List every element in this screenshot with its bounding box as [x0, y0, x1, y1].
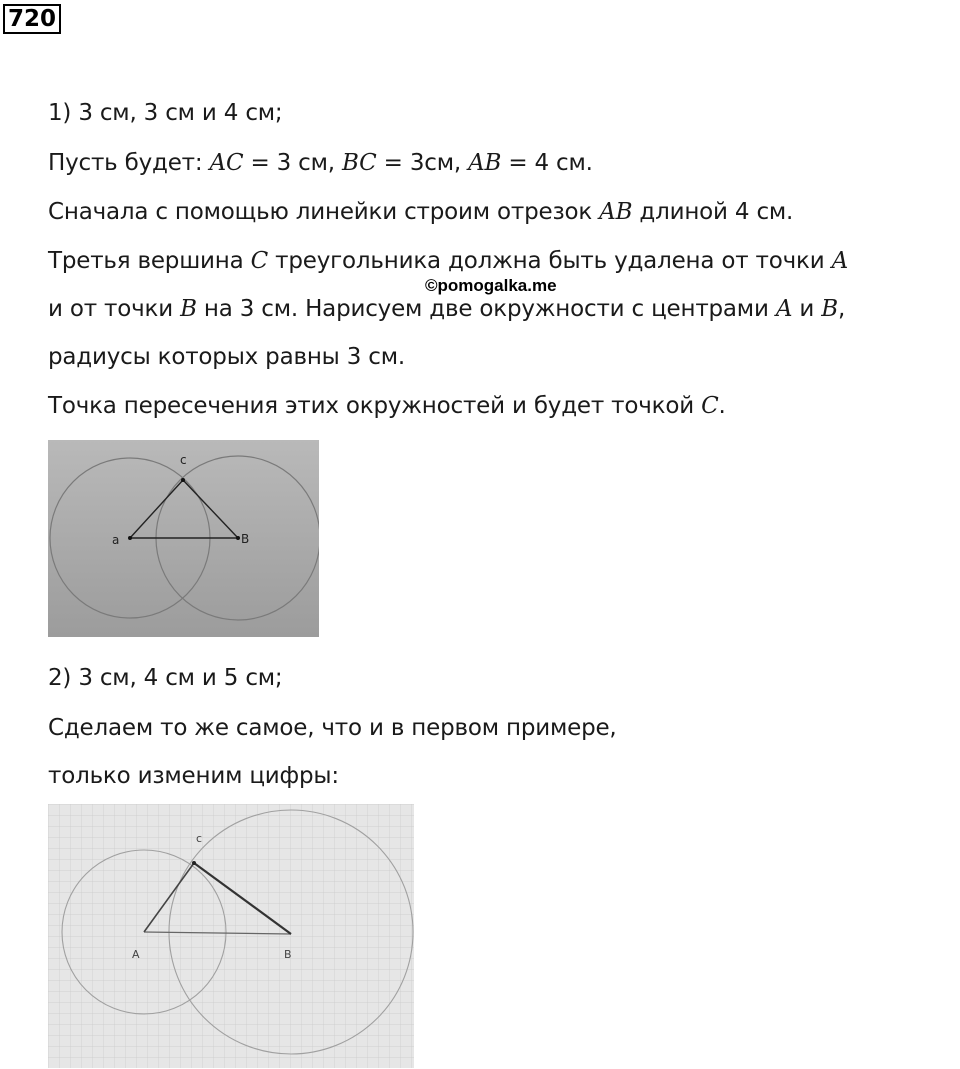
step1-text-b: длиной 4 см. — [632, 199, 794, 225]
problem-number: 720 — [3, 4, 61, 34]
step2-point-a: A — [831, 248, 848, 274]
step1-text-a: Сначала с помощью линейки строим отрезок — [48, 199, 600, 225]
step3-point-b: B — [180, 296, 197, 322]
part1-title: 1) 3 см, 3 см и 4 см; — [48, 100, 283, 126]
construction-photo-1 — [48, 440, 319, 637]
step3-text-a: и от точки — [48, 296, 181, 322]
step3-text-d: , — [837, 296, 846, 322]
photo1-label-a: a — [112, 533, 120, 547]
part2-title: 2) 3 см, 4 см и 5 см; — [48, 665, 283, 691]
construction-photo-2 — [48, 804, 414, 1068]
photo1-point-c — [181, 478, 185, 482]
photo1-point-b — [236, 536, 240, 540]
part1-given — [48, 148, 593, 178]
photo2-label-b: B — [284, 948, 292, 961]
part2-line1: Сделаем то же самое, что и в первом примере, — [48, 715, 617, 741]
part1-step2 — [48, 246, 848, 276]
photo2-label-c: c — [196, 832, 203, 845]
step2-text-b: треугольника должна быть удалена от точки — [268, 248, 832, 274]
segment-ab: AB — [468, 150, 502, 176]
photo2-point-c — [192, 861, 196, 865]
step3-point-b2: B — [821, 296, 838, 322]
step2-text-a: Третья вершина — [48, 248, 251, 274]
part1-step3 — [48, 294, 845, 324]
step1-segment-ab: AB — [599, 199, 633, 225]
step5-point-c: C — [701, 393, 719, 419]
segment-bc: BC — [342, 150, 377, 176]
part2-line2: только изменим цифры: — [48, 763, 339, 789]
step2-point-c: C — [250, 248, 269, 274]
photo2-label-a: A — [132, 948, 140, 961]
step5-text-a: Точка пересечения этих окружностей и будет точкой — [48, 393, 702, 419]
step3-text-c: и — [792, 296, 822, 322]
photo1-point-a — [128, 536, 132, 540]
step5-text-b: . — [718, 393, 726, 419]
segment-ac: AC — [209, 150, 244, 176]
part1-step4: радиусы которых равны 3 см. — [48, 344, 405, 370]
part1-step5 — [48, 391, 726, 421]
given-prefix: Пусть будет: — [48, 150, 210, 176]
given-eq2: = 3см, — [376, 150, 469, 176]
step3-text-b: на 3 см. Нарисуем две окружности с центрами — [196, 296, 776, 322]
part1-step1 — [48, 197, 793, 227]
step3-point-a: A — [775, 296, 793, 322]
given-eq1: = 3 см, — [243, 150, 343, 176]
photo2-grid — [48, 804, 414, 1068]
photo1-label-b: B — [241, 532, 250, 546]
photo1-label-c: c — [180, 453, 187, 467]
watermark: ©pomogalka.me — [425, 276, 557, 295]
given-eq3: = 4 см. — [501, 150, 593, 176]
